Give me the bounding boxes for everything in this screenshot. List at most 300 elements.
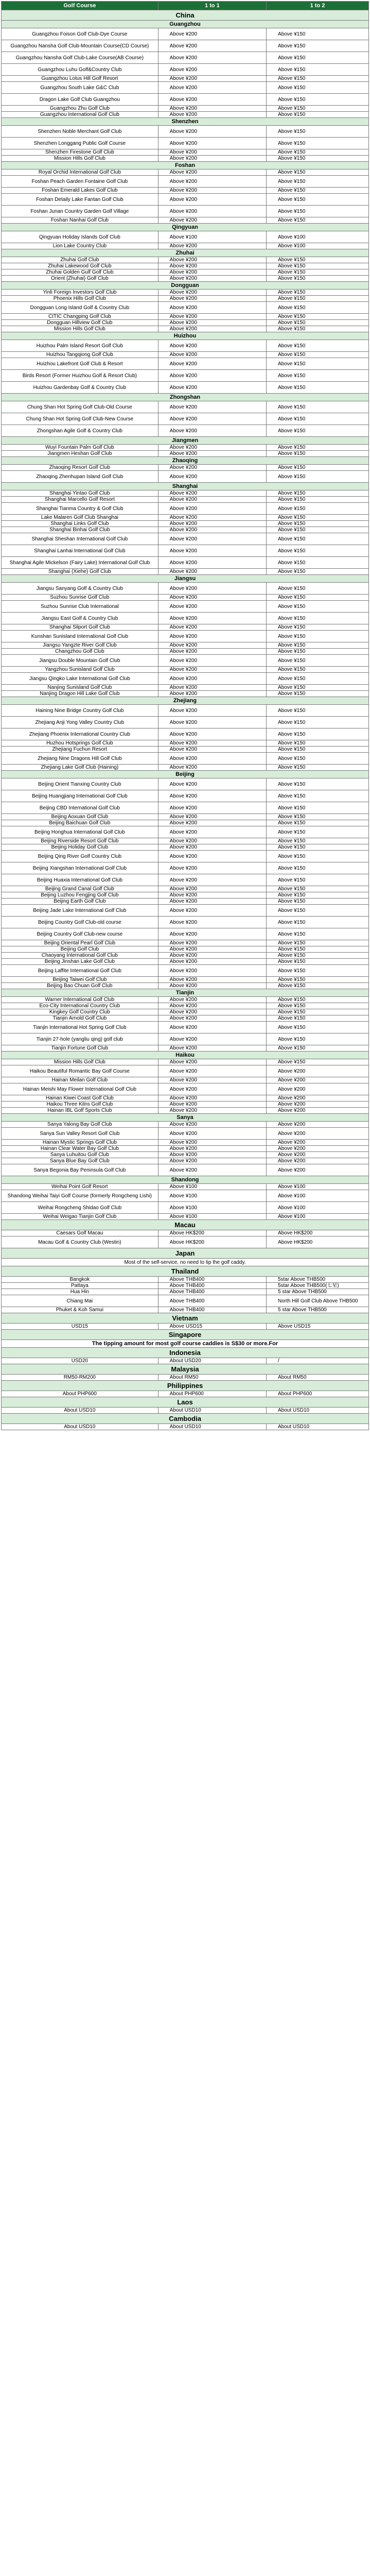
tip-1-to-2-cell: Above ¥150 (266, 401, 368, 413)
table-row (2, 691, 369, 697)
tip-1-to-1-cell: Above ¥200 (158, 691, 266, 697)
tip-1-to-2-cell: Above ¥150 (266, 953, 368, 959)
tip-1-to-2-cell: Above ¥150 (266, 886, 368, 892)
course-name-cell: Jiangsu Qingko Lake International Golf Club (2, 673, 158, 685)
tip-1-to-2-cell: Above ¥100 (266, 1214, 368, 1220)
course-name-cell: Zhejiang Fuchun Resort (2, 747, 158, 753)
table-row (2, 1375, 369, 1381)
tip-1-to-2-cell: About USD10 (266, 1424, 368, 1430)
tip-1-to-1-cell: Above ¥200 (158, 685, 266, 691)
course-name-cell: Huizhou Palm Island Resort Golf Club (2, 340, 158, 352)
table-row (2, 820, 369, 826)
course-name-cell: Mission Hills Golf Club (2, 326, 158, 332)
table-row (2, 569, 369, 575)
table-row (2, 1140, 369, 1146)
table-row (2, 1045, 369, 1052)
course-name-cell: Beijing Luzhou Fengjing Golf Club (2, 892, 158, 899)
region-name: Beijing (2, 771, 369, 778)
tip-1-to-2-cell: Above ¥150 (266, 685, 368, 691)
tip-1-to-2-cell: 5 star Above THB500 (266, 1289, 368, 1295)
tip-1-to-1-cell: Above ¥200 (158, 917, 266, 928)
tip-1-to-2-cell: About USD10 (266, 1408, 368, 1414)
tip-1-to-1-cell: Above ¥200 (158, 503, 266, 515)
table-row (2, 194, 369, 206)
tip-1-to-2-cell: Above ¥150 (266, 445, 368, 451)
table-row (2, 753, 369, 765)
course-name-cell: Guangzhou Luhu Golf&Country Club (2, 64, 158, 76)
table-row (2, 1077, 369, 1083)
course-name-cell: Hainan Meishi May Flower International Golf Club (2, 1083, 158, 1095)
tip-1-to-1-cell: Above ¥200 (158, 649, 266, 655)
course-name-cell: Guangzhou Nansha Golf Club-Mountain Course(CD Course) (2, 40, 158, 52)
table-row (2, 243, 369, 249)
table-row (2, 401, 369, 413)
course-name-cell: Haikou Three Kilns Golf Club (2, 1101, 158, 1108)
note-row (2, 1340, 369, 1348)
course-name-cell: Beijing Laffite International Golf Club (2, 965, 158, 977)
table-row (2, 826, 369, 838)
tip-1-to-2-cell: Above ¥150 (266, 451, 368, 457)
tip-1-to-2-cell: Above ¥150 (266, 557, 368, 569)
table-row (2, 1065, 369, 1077)
table-row (2, 874, 369, 886)
table-row (2, 276, 369, 282)
tip-1-to-1-cell: Above ¥200 (158, 717, 266, 728)
table-row (2, 413, 369, 425)
tip-1-to-2-cell: Above ¥150 (266, 613, 368, 624)
tip-1-to-2-cell: Above ¥150 (266, 899, 368, 905)
table-row (2, 1003, 369, 1009)
tip-1-to-2-cell: Above ¥150 (266, 728, 368, 740)
tip-1-to-2-cell: Above USD15 (266, 1324, 368, 1330)
course-name-cell: Sanya Yalong Bay Golf Club (2, 1122, 158, 1128)
course-name-cell: Tianjin Arnold Golf Club (2, 1015, 158, 1022)
course-name-cell: Sanya Sun Valley Resort Golf Club (2, 1128, 158, 1140)
tip-1-to-1-cell: Above ¥200 (158, 899, 266, 905)
tip-1-to-1-cell: Above ¥200 (158, 631, 266, 642)
course-name-cell: Chung Shan Hot Spring Golf Club-New Course (2, 413, 158, 425)
tip-1-to-1-cell: Above ¥200 (158, 826, 266, 838)
tip-1-to-2-cell: Above HK$200 (266, 1230, 368, 1236)
course-name-cell: Kunshan Sunisland International Golf Club (2, 631, 158, 642)
tip-1-to-1-cell: Above ¥200 (158, 1077, 266, 1083)
table-row (2, 928, 369, 940)
table-row (2, 624, 369, 631)
course-name-cell: Pattaya (2, 1283, 158, 1289)
tip-1-to-2-cell: Above ¥100 (266, 1202, 368, 1214)
tip-1-to-1-cell: Above ¥200 (158, 765, 266, 771)
tip-1-to-2-cell: Above ¥150 (266, 1033, 368, 1045)
tip-1-to-2-cell: Above ¥200 (266, 1140, 368, 1146)
table-row (2, 886, 369, 892)
region-name: Jiangmen (2, 437, 369, 445)
course-name-cell: Hainan Mystic Springs Golf Club (2, 1140, 158, 1146)
table-row (2, 382, 369, 394)
table-row (2, 790, 369, 802)
tip-1-to-1-cell: Above ¥200 (158, 194, 266, 206)
course-name-cell: Kingkey Golf Country Club (2, 1009, 158, 1015)
tip-1-to-1-cell: Above ¥200 (158, 188, 266, 194)
table-row (2, 705, 369, 717)
course-name-cell: Beijing Honghua International Golf Club (2, 826, 158, 838)
table-row (2, 1101, 369, 1108)
table-row (2, 471, 369, 483)
tip-1-to-2-cell: Above ¥150 (266, 667, 368, 673)
table-row (2, 851, 369, 862)
tip-1-to-1-cell: Above ¥200 (158, 655, 266, 667)
tip-1-to-2-cell: Above ¥150 (266, 753, 368, 765)
tip-1-to-2-cell: Above ¥150 (266, 965, 368, 977)
table-row (2, 149, 369, 156)
table-row (2, 959, 369, 965)
course-name-cell: Shanghai Binhai Golf Club (2, 527, 158, 533)
tip-1-to-1-cell: Above ¥200 (158, 352, 266, 358)
course-name-cell: Zhejiang Lake Golf Club (Haining) (2, 765, 158, 771)
course-name-cell: Suzhou Sunrise Golf Club (2, 595, 158, 601)
course-name-cell: Phuket & Koh Samui (2, 1307, 158, 1313)
tip-1-to-2-cell: Above ¥150 (266, 465, 368, 471)
table-row (2, 1083, 369, 1095)
tip-1-to-1-cell: Above ¥200 (158, 1065, 266, 1077)
table-row (2, 765, 369, 771)
course-name-cell: Shanghai Yintao Golf Club (2, 490, 158, 497)
course-name-cell: Weihai Point Golf Resort (2, 1184, 158, 1190)
table-row (2, 188, 369, 194)
tip-1-to-1-cell: Above ¥200 (158, 296, 266, 302)
table-row (2, 112, 369, 118)
tip-1-to-2-cell: Above ¥150 (266, 740, 368, 747)
tip-1-to-1-cell: Above ¥200 (158, 1015, 266, 1022)
tip-1-to-2-cell: Above ¥150 (266, 826, 368, 838)
table-row (2, 82, 369, 94)
country-header-row (2, 1414, 369, 1424)
tip-1-to-1-cell: Above ¥200 (158, 515, 266, 521)
tip-1-to-2-cell: / (266, 1358, 368, 1364)
tip-1-to-1-cell: Above THB400 (158, 1277, 266, 1283)
table-row (2, 1184, 369, 1190)
tip-1-to-2-cell: Above ¥150 (266, 76, 368, 82)
tip-1-to-2-cell: Above ¥150 (266, 82, 368, 94)
region-header-row (2, 1176, 369, 1184)
tip-1-to-2-cell: Above ¥200 (266, 1158, 368, 1164)
tip-1-to-1-cell: About USD10 (158, 1424, 266, 1430)
tip-1-to-1-cell: Above ¥200 (158, 112, 266, 118)
course-name-cell: CITIC Changping Golf Club (2, 314, 158, 320)
course-name-cell: Nanjing Dragon Hill Lake Golf Club (2, 691, 158, 697)
course-name-cell: Huizhou Gardenbay Golf & Country Club (2, 382, 158, 394)
tip-1-to-1-cell: Above THB400 (158, 1289, 266, 1295)
course-name-cell: Beijing Huangjiang International Golf Club (2, 790, 158, 802)
course-name-cell: Mission Hills Golf Club (2, 1059, 158, 1065)
tip-1-to-1-cell: Above HK$200 (158, 1230, 266, 1236)
table-row (2, 728, 369, 740)
tip-1-to-2-cell: Above ¥150 (266, 862, 368, 874)
tip-1-to-1-cell: Above ¥200 (158, 905, 266, 917)
country-header-row (2, 1330, 369, 1340)
table-row (2, 917, 369, 928)
header-1-to-1: 1 to 1 (158, 2, 266, 10)
table-row (2, 94, 369, 106)
tip-1-to-2-cell: Above ¥150 (266, 545, 368, 557)
tip-1-to-1-cell: Above ¥200 (158, 778, 266, 790)
course-name-cell: Wuyi Fountain Palm Golf Club (2, 445, 158, 451)
tip-1-to-1-cell: Above ¥200 (158, 753, 266, 765)
region-header-row (2, 249, 369, 257)
tip-1-to-1-cell: Above ¥200 (158, 1083, 266, 1095)
tip-1-to-1-cell: Above ¥200 (158, 382, 266, 394)
tip-1-to-1-cell: Above ¥200 (158, 557, 266, 569)
tip-1-to-2-cell: Above ¥150 (266, 188, 368, 194)
tip-1-to-2-cell: Above ¥150 (266, 1015, 368, 1022)
tip-1-to-2-cell: Above ¥150 (266, 655, 368, 667)
tip-1-to-2-cell: Above ¥150 (266, 778, 368, 790)
tip-1-to-1-cell: Above ¥200 (158, 490, 266, 497)
course-name-cell: Beijing Oriental Pearl Golf Club (2, 940, 158, 946)
table-row (2, 838, 369, 844)
course-name-cell: Guangzhou South Lake G&C Club (2, 82, 158, 94)
tip-1-to-2-cell: Above ¥150 (266, 1003, 368, 1009)
tip-1-to-1-cell: Above ¥200 (158, 874, 266, 886)
table-row (2, 425, 369, 437)
table-row (2, 946, 369, 953)
table-row (2, 1122, 369, 1128)
table-row (2, 1128, 369, 1140)
table-row (2, 296, 369, 302)
tip-1-to-2-cell: Above ¥150 (266, 515, 368, 521)
tip-1-to-1-cell: Above ¥200 (158, 340, 266, 352)
course-name-cell: Yangzhou Sunisland Golf Club (2, 667, 158, 673)
country-name: Philippines (2, 1381, 369, 1391)
course-name-cell: Shanghai Lanhai International Golf Club (2, 545, 158, 557)
region-header-row (2, 575, 369, 583)
table-row (2, 1190, 369, 1202)
table-row (2, 1277, 369, 1283)
region-name: Sanya (2, 1114, 369, 1122)
course-name-cell: Shanghai (Xiehe) Golf Club (2, 569, 158, 575)
table-row (2, 106, 369, 112)
tip-1-to-1-cell: Above ¥200 (158, 601, 266, 613)
country-header-row (2, 1248, 369, 1259)
course-name-cell: Zhejiang Phoenix International Country Club (2, 728, 158, 740)
tip-1-to-1-cell: Above ¥200 (158, 64, 266, 76)
tip-1-to-1-cell: Above ¥200 (158, 728, 266, 740)
table-row (2, 231, 369, 243)
course-name-cell: Guangzhou Zhu Golf Club (2, 106, 158, 112)
course-name-cell: Guangzhou Nansha Golf Club-Lake Course(AB Course) (2, 52, 158, 64)
course-name-cell: Jiangsu Yangzte River Golf Club (2, 642, 158, 649)
table-header-row (2, 2, 369, 10)
course-name-cell: Haining Nine Bridge Country Golf Club (2, 705, 158, 717)
table-row (2, 1283, 369, 1289)
country-name: Malaysia (2, 1364, 369, 1375)
tip-1-to-2-cell: Above ¥150 (266, 673, 368, 685)
table-row (2, 217, 369, 224)
tip-1-to-1-cell: Above THB400 (158, 1307, 266, 1313)
tip-1-to-2-cell: Above ¥150 (266, 290, 368, 296)
table-row (2, 533, 369, 545)
course-name-cell: Eco-City International Country Club (2, 1003, 158, 1009)
region-header-row (2, 394, 369, 401)
region-header-row (2, 332, 369, 340)
region-header-row (2, 21, 369, 28)
region-name: Huizhou (2, 332, 369, 340)
course-name-cell: Beijing Golf Club (2, 946, 158, 953)
course-name-cell: Weihai Weigao Tianjin Golf Club (2, 1214, 158, 1220)
tip-1-to-2-cell: Above ¥200 (266, 1152, 368, 1158)
table-row (2, 126, 369, 138)
tip-1-to-1-cell: Above ¥200 (158, 176, 266, 188)
course-name-cell: Guangzhou Lotus Hill Golf Resort (2, 76, 158, 82)
table-row (2, 176, 369, 188)
course-name-cell: Orient (Zhuhai) Golf Club (2, 276, 158, 282)
tip-1-to-1-cell: Above ¥200 (158, 40, 266, 52)
table-row (2, 1009, 369, 1015)
tip-1-to-1-cell: Above ¥200 (158, 263, 266, 269)
region-header-row (2, 457, 369, 465)
table-row (2, 977, 369, 983)
country-header-row (2, 1313, 369, 1324)
table-row (2, 905, 369, 917)
tip-1-to-1-cell: Above ¥200 (158, 928, 266, 940)
course-name-cell: Beijing Holiday Golf Club (2, 844, 158, 851)
table-row (2, 583, 369, 595)
course-name-cell: Beijing Earth Golf Club (2, 899, 158, 905)
course-name-cell: Jiangmen Heshan Golf Club (2, 451, 158, 457)
tip-1-to-2-cell: Above ¥150 (266, 997, 368, 1003)
course-name-cell: Bangkok (2, 1277, 158, 1283)
course-name-cell: Beijing Jinshan Lake Golf Club (2, 959, 158, 965)
table-row (2, 290, 369, 296)
course-name-cell: USD15 (2, 1324, 158, 1330)
tip-1-to-1-cell: About USD10 (158, 1408, 266, 1414)
course-name-cell: About USD10 (2, 1408, 158, 1414)
region-header-row (2, 989, 369, 997)
region-name: Foshan (2, 162, 369, 170)
tip-1-to-2-cell: Above ¥150 (266, 320, 368, 326)
course-name-cell: Foshan Junan Country Garden Golf Village (2, 206, 158, 217)
course-name-cell: Zhuhai Golf Club (2, 257, 158, 263)
tip-1-to-2-cell: Above ¥150 (266, 838, 368, 844)
table-row (2, 302, 369, 314)
course-name-cell: Chaoyang International Golf Club (2, 953, 158, 959)
tip-1-to-1-cell: Above ¥200 (158, 1059, 266, 1065)
tip-1-to-2-cell: North Hill Golf Club Above THB500 (266, 1295, 368, 1307)
tip-1-to-1-cell: Above ¥200 (158, 673, 266, 685)
tip-1-to-1-cell: Above ¥200 (158, 740, 266, 747)
table-row (2, 667, 369, 673)
tip-1-to-2-cell: Above ¥150 (266, 263, 368, 269)
country-name: Singapore (2, 1330, 369, 1340)
course-name-cell: Beijing Country Golf Club-new course (2, 928, 158, 940)
tip-1-to-1-cell: Above ¥200 (158, 953, 266, 959)
course-name-cell: Tianjin 27-hole (yangliu qing) golf club (2, 1033, 158, 1045)
table-row (2, 1307, 369, 1313)
table-row (2, 257, 369, 263)
table-row (2, 263, 369, 269)
table-row (2, 953, 369, 959)
tip-1-to-1-cell: Above ¥200 (158, 1033, 266, 1045)
country-header-row (2, 10, 369, 21)
tip-1-to-1-cell: Above ¥200 (158, 977, 266, 983)
table-row (2, 862, 369, 874)
table-row (2, 642, 369, 649)
tip-1-to-1-cell: Above ¥200 (158, 1095, 266, 1101)
region-name: Tianjin (2, 989, 369, 997)
course-name-cell: Suzhou Sunrise Club International (2, 601, 158, 613)
tip-1-to-2-cell: Above ¥150 (266, 946, 368, 953)
tip-1-to-2-cell: Above ¥150 (266, 497, 368, 503)
table-row (2, 515, 369, 521)
course-name-cell: Zhaoqing Zhenhupan Island Golf Club (2, 471, 158, 483)
table-row (2, 717, 369, 728)
course-name-cell: USD20 (2, 1358, 158, 1364)
tip-1-to-1-cell: Above USD15 (158, 1324, 266, 1330)
tip-1-to-1-cell: Above ¥200 (158, 624, 266, 631)
tip-1-to-1-cell: Above ¥200 (158, 257, 266, 263)
tip-1-to-2-cell: Above ¥150 (266, 314, 368, 320)
region-name: Guangzhou (2, 21, 369, 28)
tip-1-to-1-cell: Above ¥200 (158, 401, 266, 413)
tip-1-to-2-cell: Above ¥150 (266, 503, 368, 515)
table-row (2, 740, 369, 747)
tip-1-to-1-cell: Above ¥200 (158, 126, 266, 138)
tip-1-to-1-cell: Above ¥200 (158, 569, 266, 575)
course-name-cell: Beijing Riverside Resort Golf Club (2, 838, 158, 844)
tip-1-to-1-cell: Above ¥100 (158, 1190, 266, 1202)
tip-1-to-1-cell: Above HK$200 (158, 1236, 266, 1248)
table-row (2, 358, 369, 370)
course-name-cell: Zhejiang Anji Yong Valley Country Club (2, 717, 158, 728)
tip-1-to-2-cell: Above ¥150 (266, 521, 368, 527)
tip-1-to-2-cell: Above ¥150 (266, 691, 368, 697)
tip-1-to-1-cell: Above ¥200 (158, 413, 266, 425)
tip-1-to-2-cell: Above ¥150 (266, 326, 368, 332)
tip-1-to-2-cell: Above ¥150 (266, 471, 368, 483)
table-row (2, 1391, 369, 1397)
table-row (2, 1022, 369, 1033)
tip-1-to-1-cell: About PHP600 (158, 1391, 266, 1397)
tip-1-to-2-cell: Above ¥200 (266, 1122, 368, 1128)
table-row (2, 595, 369, 601)
tip-1-to-1-cell: Above ¥200 (158, 138, 266, 149)
tip-1-to-1-cell: Above ¥200 (158, 106, 266, 112)
tip-1-to-1-cell: Above ¥200 (158, 217, 266, 224)
course-name-cell: Dragon Lake Golf Club Guangzhou (2, 94, 158, 106)
tip-1-to-1-cell: Above ¥200 (158, 642, 266, 649)
tip-1-to-2-cell: Above ¥150 (266, 94, 368, 106)
course-name-cell: Zhongshan Agile Golf & Country Club (2, 425, 158, 437)
region-name: Shanghai (2, 483, 369, 490)
table-row (2, 314, 369, 320)
table-row (2, 631, 369, 642)
course-name-cell: Chiang Mai (2, 1295, 158, 1307)
region-name: Dongguan (2, 282, 369, 290)
tip-1-to-2-cell: Above ¥150 (266, 28, 368, 40)
course-name-cell: Beijing Xiangshan International Golf Club (2, 862, 158, 874)
tip-1-to-2-cell: Above ¥150 (266, 874, 368, 886)
tip-1-to-2-cell: Above ¥150 (266, 717, 368, 728)
course-name-cell: Shanghai Sheshan International Golf Club (2, 533, 158, 545)
table-row (2, 1108, 369, 1114)
course-name-cell: Shenzhen Firestone Golf Club (2, 149, 158, 156)
tip-1-to-1-cell: Above ¥200 (158, 149, 266, 156)
table-row (2, 64, 369, 76)
region-header-row (2, 437, 369, 445)
table-row (2, 685, 369, 691)
country-name: Cambodia (2, 1414, 369, 1424)
table-row (2, 1230, 369, 1236)
tip-1-to-1-cell: Above ¥200 (158, 1164, 266, 1176)
